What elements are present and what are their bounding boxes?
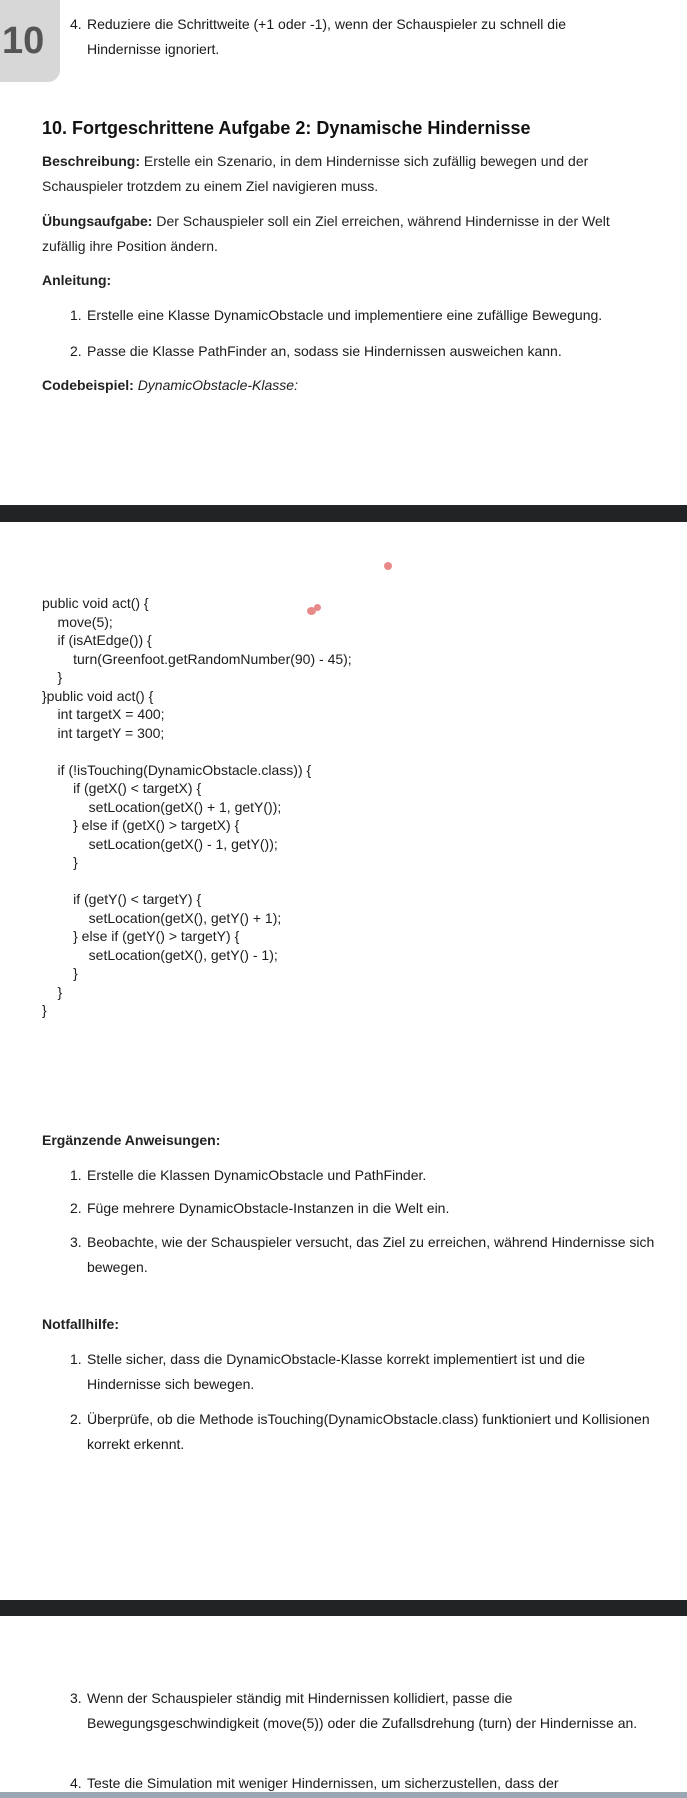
code-line: } [42, 669, 63, 685]
code-line: if (isAtEdge()) { [42, 632, 152, 648]
list-item [70, 1230, 660, 1280]
list-item-number: 2. [70, 1411, 82, 1427]
list-item-number: 1. [70, 307, 82, 323]
code-line: } else if (getY() > targetY) { [42, 928, 240, 944]
list-item-number: 3. [70, 1690, 82, 1706]
list-item-text: Passe die Klasse PathFinder an, sodass sie Hindernissen ausweichen kann. [87, 343, 562, 359]
code-line: if (getY() < targetY) { [42, 891, 202, 907]
code-line: move(5); [42, 613, 113, 630]
list-item [70, 339, 660, 364]
emergency-label: Notfallhilfe: [42, 1316, 119, 1332]
code-line: turn(Greenfoot.getRandomNumber(90) - 45); [42, 650, 352, 667]
page-edge [0, 1792, 687, 1798]
list-item [70, 1407, 660, 1457]
page-divider [0, 1600, 687, 1616]
additional-label: Ergänzende Anweisungen: [42, 1132, 221, 1148]
code-line: setLocation(getX() - 1, getY()); [42, 835, 278, 852]
list-item-text: Beobachte, wie der Schauspieler versucht, das Ziel zu erreichen, während Hindernisse sich bewegen. [87, 1234, 655, 1275]
list-item [70, 1196, 660, 1221]
code-line: setLocation(getX(), getY() + 1); [42, 909, 282, 926]
code-caption: DynamicObstacle-Klasse: [137, 377, 298, 393]
list-item-number: 1. [70, 1167, 82, 1183]
description-paragraph [42, 149, 642, 199]
code-line: setLocation(getX(), getY() - 1); [42, 946, 278, 963]
code-line: setLocation(getX() + 1, getY()); [42, 798, 282, 815]
list-item [70, 1686, 660, 1736]
list-item-text: Überprüfe, ob die Methode isTouching(DynamicObstacle.class) funktioniert und Kollisionen korrekt erkennt. [87, 1411, 650, 1452]
description-text: Erstelle ein Szenario, in dem Hindernisse sich zufällig bewegen und der Schauspieler trotzdem zu einem Ziel navigieren muss. [42, 153, 589, 194]
code-line: int targetY = 300; [42, 724, 165, 741]
list-item-number: 4. [70, 16, 82, 32]
code-line: } [42, 1002, 47, 1018]
list-item [70, 12, 630, 62]
list-item [70, 1163, 660, 1188]
list-item-text: Erstelle eine Klasse DynamicObstacle und implementiere eine zufällige Bewegung. [87, 307, 603, 323]
code-line: if (!isTouching(DynamicObstacle.class)) { [42, 761, 312, 778]
code-line [42, 742, 352, 761]
page-divider [0, 505, 687, 522]
code-example-heading [42, 373, 298, 398]
code-block [42, 594, 352, 1020]
list-item-number: 2. [70, 1200, 82, 1216]
list-item-text: Stelle sicher, dass die DynamicObstacle-Klasse korrekt implementiert ist und die Hindernisse sich bewegen. [87, 1351, 585, 1392]
list-item-number: 4. [70, 1775, 82, 1791]
description-label: Beschreibung: [42, 153, 141, 169]
list-item-number: 2. [70, 343, 82, 359]
code-line: }public void act() { [42, 687, 154, 704]
code-line: public void act() { [42, 595, 149, 611]
list-item-text: Teste die Simulation mit weniger Hindernissen, um sicherzustellen, dass der [87, 1775, 559, 1791]
section-title: 10. Fortgeschrittene Aufgabe 2: Dynamische Hindernisse [42, 118, 531, 138]
exercise-label: Übungsaufgabe: [42, 213, 153, 229]
list-item [70, 303, 660, 328]
instructions-label: Anleitung: [42, 272, 112, 288]
code-line [42, 872, 352, 891]
code-line: } [42, 983, 63, 1000]
page-number: 10 [2, 19, 45, 62]
code-line: } else if (getX() > targetX) { [42, 817, 240, 833]
list-item-text: Füge mehrere DynamicObstacle-Instanzen in die Welt ein. [87, 1200, 450, 1216]
list-item-number: 3. [70, 1234, 82, 1250]
page-number-badge [0, 0, 60, 82]
code-line: } [42, 854, 78, 870]
code-line: int targetX = 400; [42, 706, 165, 722]
code-line: } [42, 965, 78, 981]
list-item [70, 1347, 660, 1397]
list-item-text: Wenn der Schauspieler ständig mit Hindernissen kollidiert, passe die Bewegungsgeschwindigkeit (move(5)) oder die Zufallsdrehung (turn) der Hindernisse an. [87, 1690, 638, 1731]
exercise-paragraph [42, 209, 652, 259]
list-item-text: Reduziere die Schrittweite (+1 oder -1), wenn der Schauspieler zu schnell die Hindernisse ignoriert. [87, 16, 566, 57]
list-item-text: Erstelle die Klassen DynamicObstacle und PathFinder. [87, 1167, 427, 1183]
exercise-text: Der Schauspieler soll ein Ziel erreichen, während Hindernisse in der Welt zufällig ihre Position ändern. [42, 213, 610, 254]
code-label: Codebeispiel: [42, 377, 134, 393]
speck [384, 562, 392, 570]
code-line: if (getX() < targetX) { [42, 780, 202, 796]
list-item-number: 1. [70, 1351, 82, 1367]
